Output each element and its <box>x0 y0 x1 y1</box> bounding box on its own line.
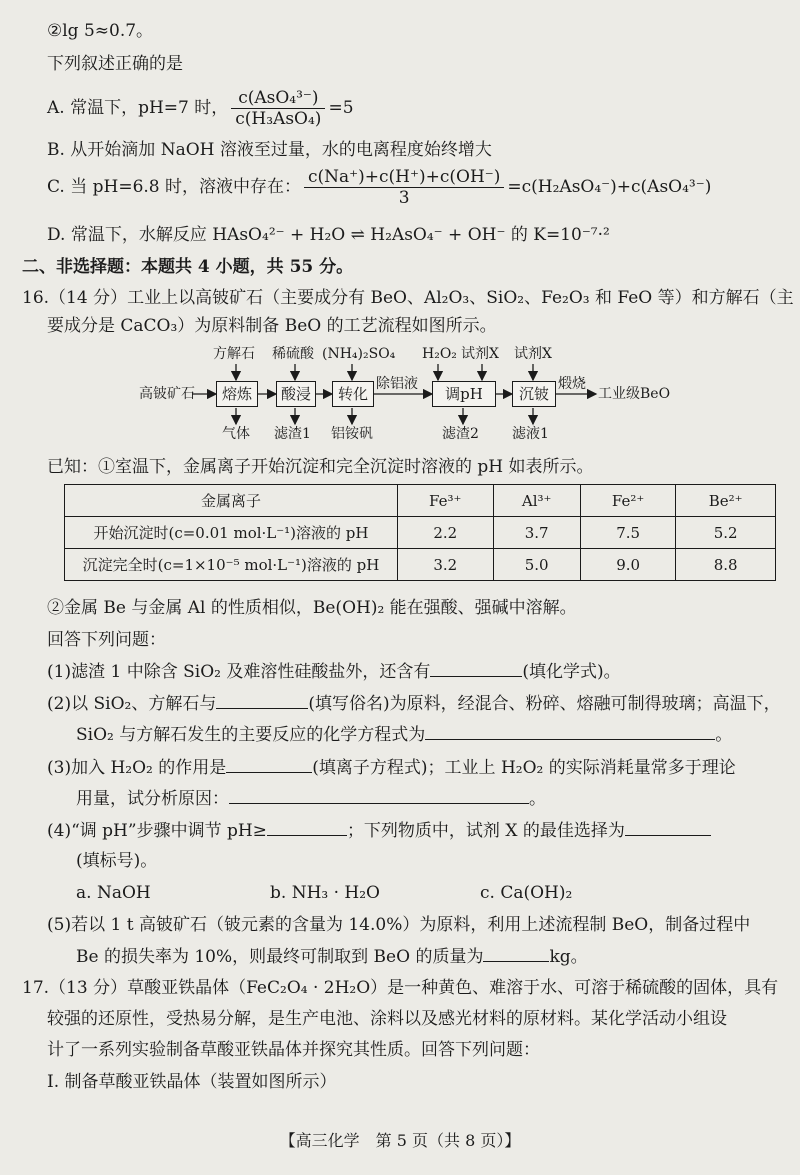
table-header-cell: Fe³⁺ <box>398 485 494 517</box>
option-a-fraction <box>231 88 325 129</box>
table-cell: 3.2 <box>398 549 494 581</box>
answer-blank[interactable] <box>229 787 529 804</box>
option-a-denominator: c(H₃AsO₄) <box>235 109 322 129</box>
part-4-text: (4)“调 pH”步骤中调节 pH≥ <box>47 821 267 841</box>
table-cell: 7.5 <box>580 517 676 549</box>
option-a-numerator: c(AsO₄³⁻) <box>231 88 325 109</box>
q16-intro-line1: 16.（14 分）工业上以高铍矿石（主要成分有 BeO、Al₂O₃、SiO₂、Fe₂O₃ 和 FeO 等）和方解石（主 <box>22 288 794 308</box>
flow-input-ammonium-sulfate: (NH₄)₂SO₄ <box>322 346 396 362</box>
flow-step-precipitate-be: 沉铍 <box>512 381 556 407</box>
flow-step-smelt: 熔炼 <box>216 381 258 407</box>
flow-step-acid-leach: 酸浸 <box>276 381 316 407</box>
part-5-line2 <box>76 945 588 968</box>
table-cell: 5.0 <box>493 549 580 581</box>
part-3-line1 <box>47 756 736 779</box>
part-3-line2 <box>76 787 546 810</box>
part-2-equation-prompt: SiO₂ 与方解石发生的主要反应的化学方程式为 <box>76 725 426 745</box>
choice-c: c. Ca(OH)₂ <box>480 883 573 903</box>
flow-input-h2o2: H₂O₂ <box>422 346 457 362</box>
known-1: 已知：①室温下，金属离子开始沉淀和完全沉淀时溶液的 pH 如表所示。 <box>47 457 594 477</box>
part-4-middle: ；下列物质中，试剂 X 的最佳选择为 <box>346 821 625 841</box>
part-4-line1 <box>47 819 711 842</box>
part-1-text: (1)滤渣 1 中除含 SiO₂ 及难溶性硅酸盐外，还含有 <box>47 662 431 682</box>
flow-input-dilute-acid: 稀硫酸 <box>272 346 314 362</box>
table-header-cell: Al³⁺ <box>493 485 580 517</box>
flow-input-reagent-x-1: 试剂X <box>461 346 499 362</box>
option-c-text: C. 当 pH=6.8 时，溶液中存在： <box>47 177 302 197</box>
flow-calcine-label: 煅烧 <box>558 376 586 392</box>
question-stem: 下列叙述正确的是 <box>47 54 183 74</box>
answer-blank[interactable] <box>425 723 715 740</box>
table-row <box>65 517 776 549</box>
choice-b: b. NH₃ · H₂O <box>270 883 380 903</box>
flow-input-reagent-x-2: 试剂X <box>514 346 552 362</box>
answer-blank[interactable] <box>267 819 347 836</box>
flow-output-residue2: 滤渣2 <box>442 426 479 442</box>
option-c-rhs: =c(H₂AsO₄⁻)+c(AsO₄³⁻) <box>507 177 712 197</box>
part-1 <box>47 660 621 683</box>
part-3-text: (3)加入 H₂O₂ 的作用是 <box>47 758 227 778</box>
option-c-denominator: 3 <box>398 188 410 208</box>
q16-intro-line2: 要成分是 CaCO₃）为原料制备 BeO 的工艺流程如图所示。 <box>47 316 497 336</box>
flow-output-alum: 铝铵矾 <box>331 426 373 442</box>
option-d: D. 常温下，水解反应 HAsO₄²⁻ + H₂O ⇌ H₂AsO₄⁻ + OH⁻ 的 K=10⁻⁷·² <box>47 225 610 245</box>
flow-start-label: 高铍矿石 <box>139 386 195 402</box>
flow-step-convert: 转化 <box>332 381 374 407</box>
answer-blank[interactable] <box>483 945 549 962</box>
part-5-text: Be 的损失率为 10%，则最终可制取到 BeO 的质量为 <box>76 947 484 967</box>
flow-output-gas: 气体 <box>222 426 250 442</box>
table-cell: 3.7 <box>493 517 580 549</box>
part-2-end: 。 <box>715 725 733 745</box>
ph-table <box>64 484 776 581</box>
table-cell: 开始沉淀时(c=0.01 mol·L⁻¹)溶液的 pH <box>65 517 398 549</box>
part-5-unit: kg。 <box>549 947 588 967</box>
part-3-reason-prompt: 用量，试分析原因： <box>76 789 229 809</box>
flow-middle-label: 除铝液 <box>376 376 418 392</box>
answer-prompt: 回答下列问题： <box>47 630 166 650</box>
part-2-line1 <box>47 692 781 715</box>
flow-step-adjust-ph: 调pH <box>432 381 496 407</box>
process-flow-diagram <box>0 340 800 445</box>
flow-output-residue1: 滤渣1 <box>274 426 311 442</box>
table-header-cell: Fe²⁺ <box>580 485 676 517</box>
flow-product-label: 工业级BeO <box>598 386 671 402</box>
note-lg5: ②lg 5≈0.7。 <box>47 21 154 41</box>
option-c-numerator: c(Na⁺)+c(H⁺)+c(OH⁻) <box>304 167 504 188</box>
table-row <box>65 485 776 517</box>
q17-line3: 计了一系列实验制备草酸亚铁晶体并探究其性质。回答下列问题： <box>47 1040 540 1060</box>
answer-blank[interactable] <box>226 756 312 773</box>
q17-line1: 17.（13 分）草酸亚铁晶体（FeC₂O₄ · 2H₂O）是一种黄色、难溶于水、可溶于稀硫酸的固体，具有 <box>22 978 779 998</box>
flow-input-calcite: 方解石 <box>213 346 255 362</box>
answer-blank[interactable] <box>625 819 711 836</box>
table-header-cell: Be²⁺ <box>676 485 776 517</box>
flow-output-filtrate1: 滤液1 <box>512 426 549 442</box>
part-4-line2: (填标号)。 <box>76 851 158 871</box>
option-c <box>47 165 711 209</box>
option-a <box>47 86 354 130</box>
part-1-suffix: (填化学式)。 <box>522 662 621 682</box>
answer-blank[interactable] <box>216 692 308 709</box>
part-2-suffix: (填写俗名)为原料，经混合、粉碎、熔融可制得玻璃；高温下， <box>308 694 781 714</box>
table-cell: 9.0 <box>580 549 676 581</box>
part-3-end: 。 <box>529 789 546 809</box>
table-header-cell: 金属离子 <box>65 485 398 517</box>
option-c-fraction <box>304 167 504 208</box>
q17-line2: 较强的还原性，受热易分解，是生产电池、涂料以及感光材料的原材料。某化学活动小组设 <box>47 1009 727 1029</box>
part-2-text: (2)以 SiO₂、方解石与 <box>47 694 217 714</box>
table-cell: 8.8 <box>676 549 776 581</box>
section-heading: 二、非选择题：本题共 4 小题，共 55 分。 <box>22 257 354 277</box>
option-b: B. 从开始滴加 NaOH 溶液至过量，水的电离程度始终增大 <box>47 140 492 160</box>
option-a-text: A. 常温下，pH=7 时， <box>47 98 229 118</box>
table-cell: 5.2 <box>676 517 776 549</box>
flow-arrows <box>0 340 800 445</box>
part-2-line2 <box>76 723 732 746</box>
option-a-value: =5 <box>328 98 354 118</box>
table-cell: 沉淀完全时(c=1×10⁻⁵ mol·L⁻¹)溶液的 pH <box>65 549 398 581</box>
known-2: ②金属 Be 与金属 Al 的性质相似，Be(OH)₂ 能在强酸、强碱中溶解。 <box>47 598 577 618</box>
answer-blank[interactable] <box>430 660 522 677</box>
part-3-suffix: (填离子方程式)；工业上 H₂O₂ 的实际消耗量常多于理论 <box>312 758 736 778</box>
q17-section-1: Ⅰ. 制备草酸亚铁晶体（装置如图所示） <box>47 1072 337 1092</box>
choice-a: a. NaOH <box>76 883 151 903</box>
part-5-line1: (5)若以 1 t 高铍矿石（铍元素的含量为 14.0%）为原料，利用上述流程制 BeO，制备过程中 <box>47 915 751 935</box>
table-row <box>65 549 776 581</box>
table-cell: 2.2 <box>398 517 494 549</box>
page-footer: 【高三化学 第 5 页（共 8 页）】 <box>279 1131 521 1150</box>
